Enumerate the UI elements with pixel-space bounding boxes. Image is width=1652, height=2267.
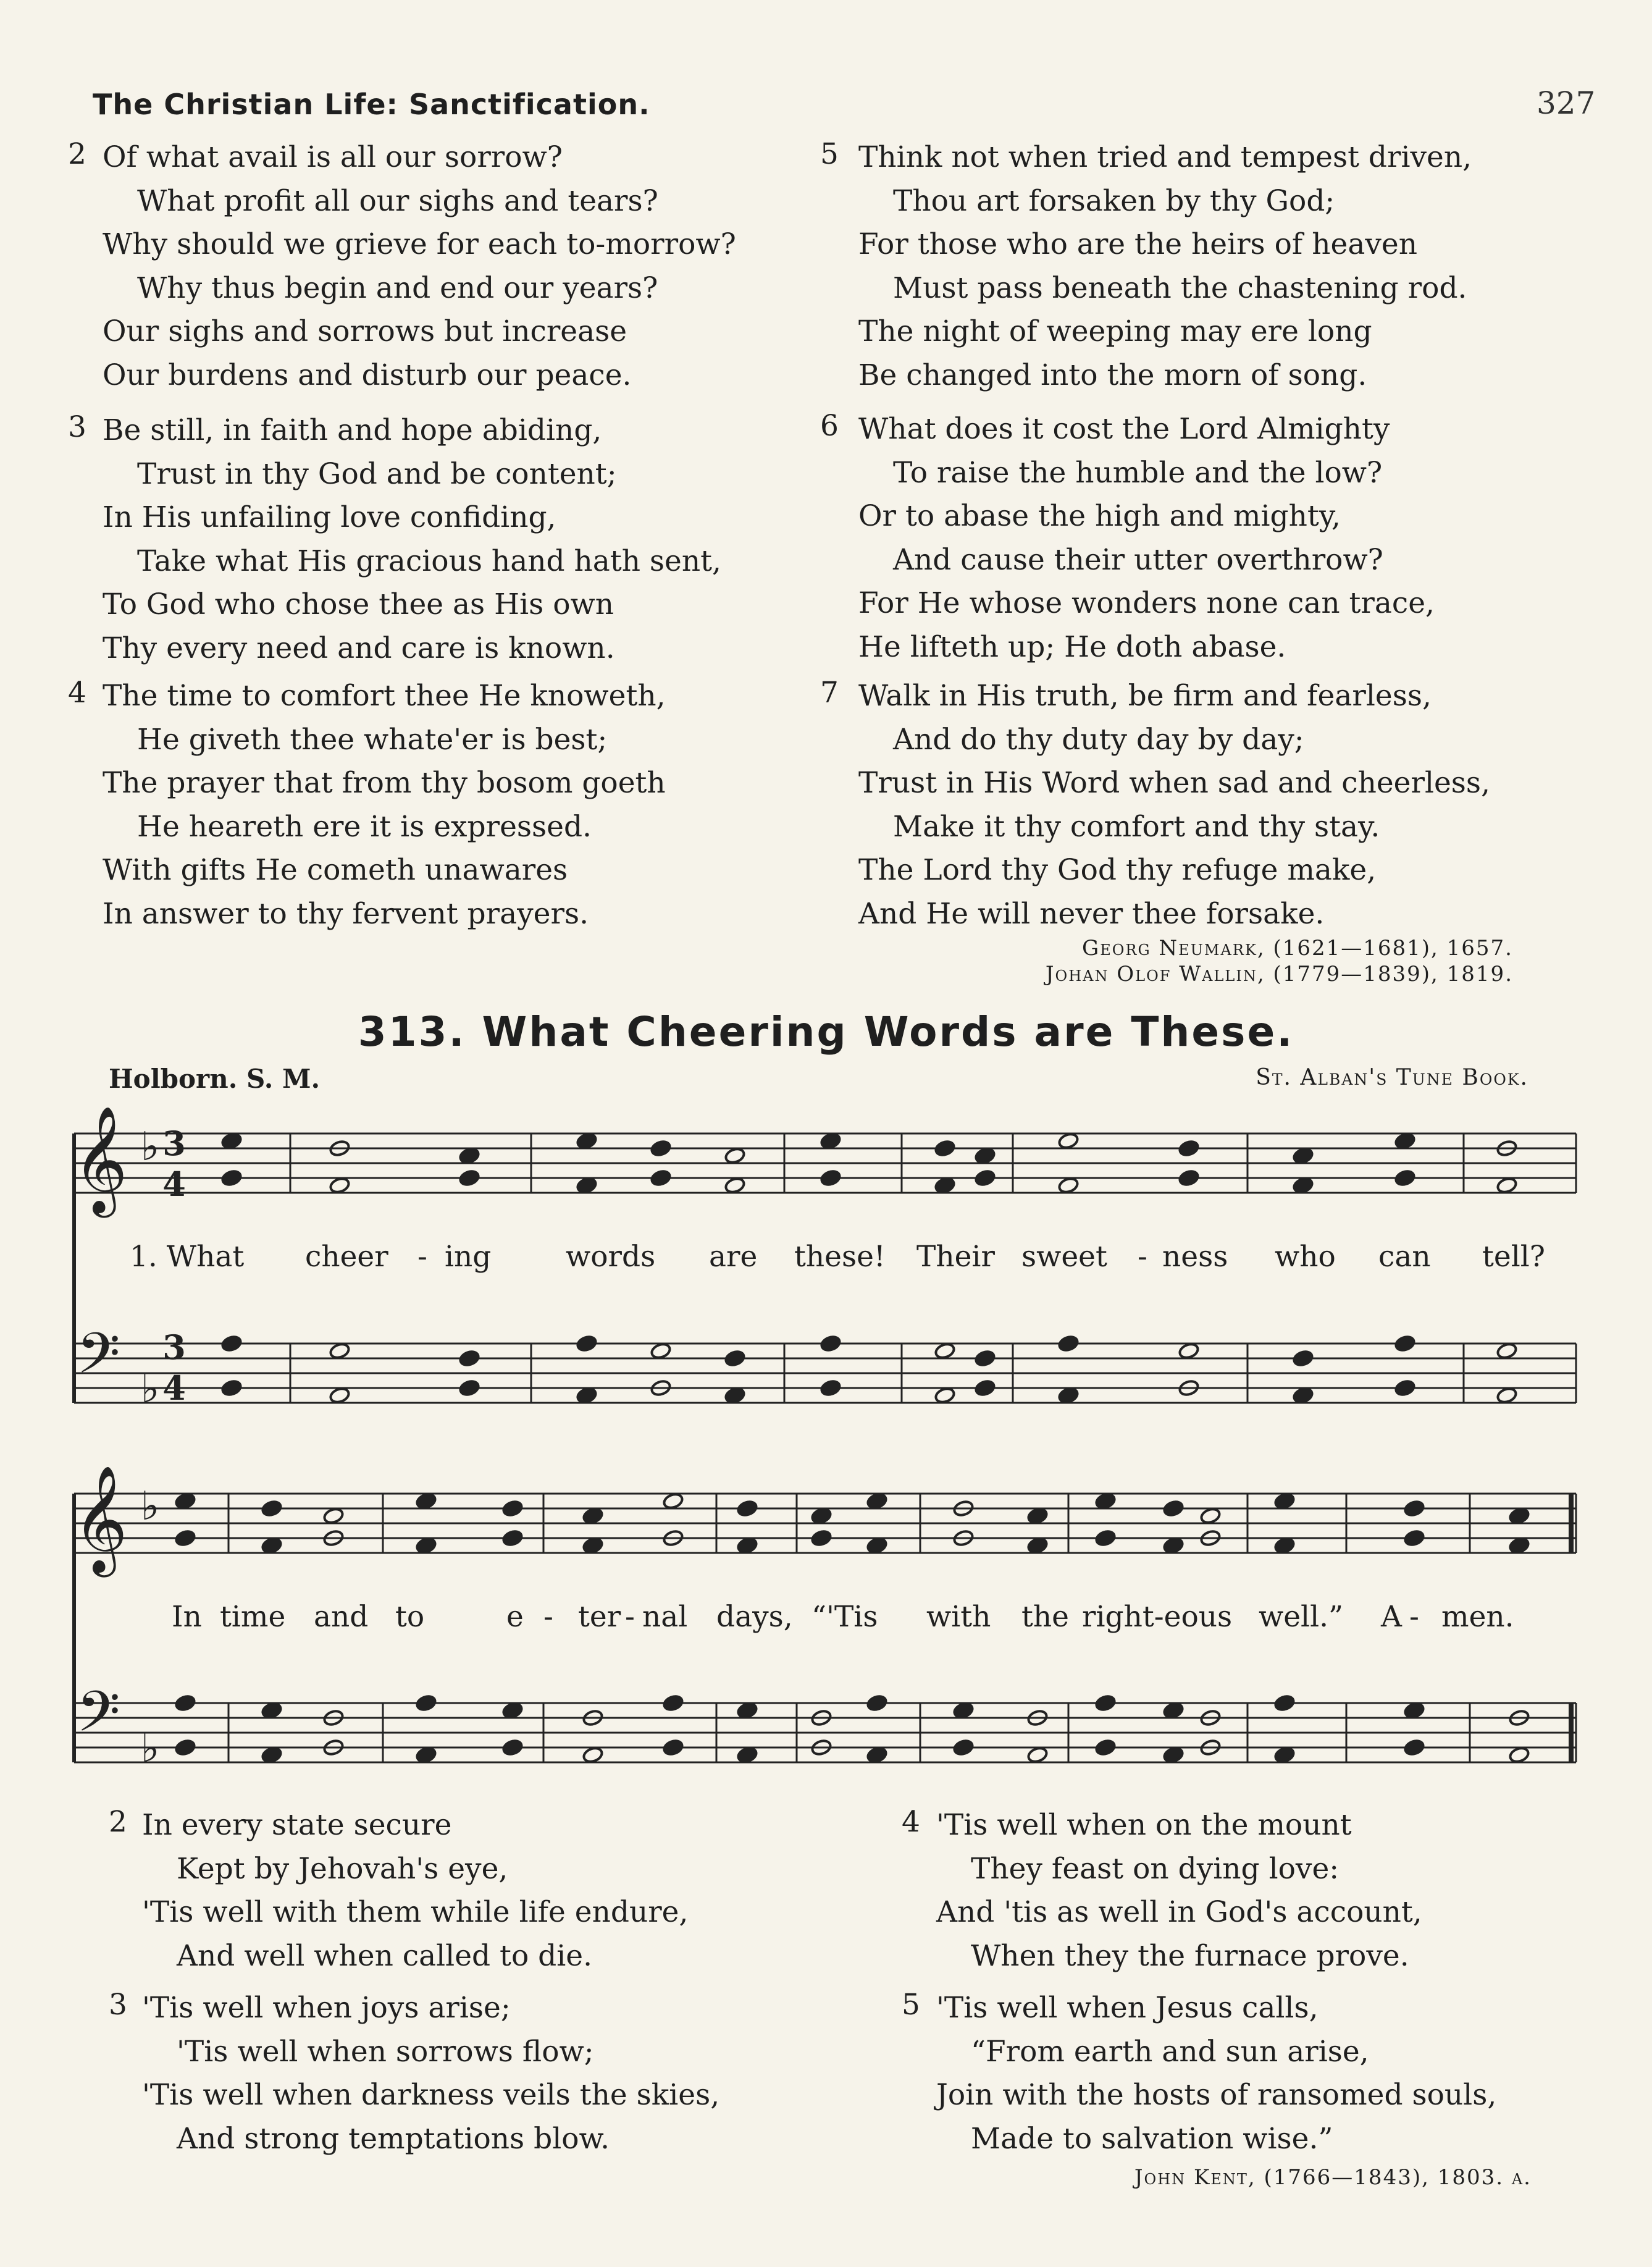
stanza-line: To God who chose thee as His own bbox=[103, 587, 614, 621]
note-head bbox=[650, 1139, 671, 1157]
note-head bbox=[174, 1738, 196, 1756]
note-head bbox=[576, 1176, 597, 1194]
note-head bbox=[866, 1746, 887, 1764]
stanza-line: In every state secure bbox=[142, 1808, 452, 1842]
note-head bbox=[810, 1529, 832, 1547]
note-head bbox=[1292, 1176, 1314, 1194]
stanza-line: Trust in thy God and be content; bbox=[137, 456, 617, 491]
lyric-syllable: right-eous bbox=[1082, 1600, 1233, 1634]
stanza-line: With gifts He cometh unawares bbox=[103, 853, 568, 887]
note-head bbox=[820, 1169, 841, 1187]
note-head bbox=[1292, 1386, 1314, 1404]
note-head bbox=[415, 1694, 437, 1712]
note-head bbox=[1178, 1169, 1199, 1187]
note-head bbox=[736, 1701, 758, 1719]
stanza-number: 6 bbox=[820, 409, 839, 443]
note-head bbox=[1057, 1386, 1079, 1404]
note-head bbox=[220, 1334, 242, 1352]
lyric-syllable: ness bbox=[1162, 1240, 1228, 1274]
note-head bbox=[952, 1701, 974, 1719]
stanza-line: What does it cost the Lord Almighty bbox=[858, 412, 1390, 446]
tune-source: St. Alban's Tune Book. bbox=[1256, 1065, 1528, 1090]
lyric-syllable: who bbox=[1275, 1240, 1336, 1274]
lyric-syllable: - bbox=[417, 1240, 427, 1274]
note-head bbox=[415, 1492, 437, 1510]
stanza-line: The Lord thy God thy refuge make, bbox=[858, 853, 1377, 887]
stanza-line: And He will never thee forsake. bbox=[858, 896, 1325, 931]
stanza-line: Or to abase the high and mighty, bbox=[858, 499, 1341, 533]
note-head bbox=[662, 1738, 684, 1756]
note-head bbox=[1094, 1492, 1116, 1510]
stanza-line: What profit all our sighs and tears? bbox=[137, 183, 658, 218]
lyric-syllable: tell? bbox=[1482, 1240, 1545, 1274]
lyric-syllable: ter bbox=[578, 1600, 621, 1634]
note-head bbox=[650, 1169, 671, 1187]
flat-key-signature-icon: ♭ bbox=[141, 1726, 160, 1772]
lyric-syllable: can bbox=[1378, 1240, 1431, 1274]
note-head bbox=[261, 1701, 282, 1719]
note-head bbox=[934, 1342, 955, 1360]
stanza-line: Why thus begin and end our years? bbox=[137, 271, 658, 305]
stanza-number: 4 bbox=[68, 676, 86, 710]
stanza bbox=[142, 1804, 688, 1978]
stanza-line: Make it thy comfort and thy stay. bbox=[893, 809, 1380, 844]
time-signature-bottom: 4 bbox=[162, 1368, 186, 1408]
note-head bbox=[458, 1169, 480, 1187]
bass-clef-icon: 𝄢 bbox=[77, 1679, 120, 1758]
translator-credit: Johan Olof Wallin, (1779—1839), 1819. bbox=[1045, 962, 1513, 986]
flat-key-signature-icon: ♭ bbox=[141, 1124, 160, 1170]
note-head bbox=[1199, 1507, 1221, 1525]
stanza bbox=[936, 1804, 1422, 1978]
note-head bbox=[174, 1694, 196, 1712]
stanza-line: To raise the humble and the low? bbox=[893, 455, 1383, 490]
stanza-number: 3 bbox=[68, 410, 86, 444]
stanza-line: 'Tis well when Jesus calls, bbox=[936, 1991, 1319, 2025]
lyric-syllable: In bbox=[172, 1600, 202, 1634]
stanza-line: In answer to thy fervent prayers. bbox=[103, 896, 589, 931]
note-head bbox=[582, 1746, 603, 1764]
note-head bbox=[650, 1342, 671, 1360]
lyric-syllable: ing bbox=[445, 1240, 492, 1274]
note-head bbox=[322, 1507, 344, 1525]
stanza-line: “From earth and sun arise, bbox=[971, 2034, 1369, 2069]
note-head bbox=[1273, 1746, 1295, 1764]
stanza-number: 7 bbox=[820, 676, 839, 710]
note-head bbox=[1403, 1529, 1425, 1547]
stanza-line: Think not when tried and tempest driven, bbox=[858, 140, 1472, 174]
note-head bbox=[458, 1146, 480, 1164]
lyric-syllable: words bbox=[566, 1240, 656, 1274]
note-head bbox=[329, 1176, 350, 1194]
treble-clef-icon: 𝄞 bbox=[73, 1465, 128, 1573]
stanza-line: Of what avail is all our sorrow? bbox=[103, 140, 563, 174]
note-head bbox=[1057, 1334, 1079, 1352]
stanza-line: He heareth ere it is expressed. bbox=[137, 809, 592, 844]
note-head bbox=[220, 1379, 242, 1397]
stanza-line: Made to salvation wise.” bbox=[971, 2121, 1333, 2156]
stanza-number: 3 bbox=[109, 1988, 127, 2022]
note-head bbox=[724, 1386, 745, 1404]
note-head bbox=[1162, 1701, 1184, 1719]
note-head bbox=[724, 1349, 745, 1367]
lyric-syllable: 1. What bbox=[130, 1240, 245, 1274]
stanza bbox=[142, 1987, 719, 2161]
lyric-syllable: nal bbox=[642, 1600, 688, 1634]
note-head bbox=[1094, 1694, 1116, 1712]
note-head bbox=[501, 1499, 523, 1517]
note-head bbox=[1508, 1507, 1530, 1525]
note-head bbox=[866, 1694, 887, 1712]
stanza-line: The time to comfort thee He knoweth, bbox=[103, 679, 666, 713]
stanza-line: And do thy duty day by day; bbox=[893, 722, 1304, 757]
note-head bbox=[174, 1492, 196, 1510]
stanza-line: In His unfailing love confiding, bbox=[103, 500, 556, 534]
stanza-line: 'Tis well when on the mount bbox=[936, 1808, 1352, 1842]
note-head bbox=[662, 1694, 684, 1712]
note-head bbox=[934, 1139, 955, 1157]
lyric-syllable: to bbox=[395, 1600, 425, 1634]
note-head bbox=[1273, 1536, 1295, 1554]
note-head bbox=[952, 1738, 974, 1756]
lyric-syllable: - bbox=[1138, 1240, 1147, 1274]
note-head bbox=[1094, 1529, 1116, 1547]
stanza-line: Join with the hosts of ransomed souls, bbox=[936, 2078, 1497, 2112]
lyric-syllable: Their bbox=[916, 1240, 995, 1274]
time-signature-top: 3 bbox=[162, 1124, 186, 1163]
stanza-line: He giveth thee whate'er is best; bbox=[137, 722, 608, 757]
note-head bbox=[1394, 1379, 1415, 1397]
treble-clef-icon: 𝄞 bbox=[73, 1106, 128, 1213]
note-head bbox=[1394, 1132, 1415, 1150]
note-head bbox=[1178, 1342, 1199, 1360]
stanza-line: Be still, in faith and hope abiding, bbox=[103, 413, 602, 447]
lyric-syllable: sweet bbox=[1021, 1240, 1107, 1274]
author-credit: John Kent, (1766—1843), 1803. a. bbox=[1134, 2165, 1532, 2190]
note-head bbox=[174, 1529, 196, 1547]
stanza-line: Take what His gracious hand hath sent, bbox=[137, 544, 721, 578]
note-head bbox=[261, 1536, 282, 1554]
note-head bbox=[736, 1499, 758, 1517]
note-head bbox=[974, 1349, 996, 1367]
note-head bbox=[1273, 1492, 1295, 1510]
staff-lines bbox=[74, 1134, 1576, 1762]
note-head bbox=[724, 1146, 745, 1164]
note-head bbox=[866, 1492, 887, 1510]
clefs bbox=[73, 1106, 159, 1772]
note-head bbox=[1292, 1146, 1314, 1164]
note-head bbox=[329, 1386, 350, 1404]
lyric-syllable: well.” bbox=[1259, 1600, 1344, 1634]
lyric-syllable: men. bbox=[1441, 1600, 1514, 1634]
note-head bbox=[974, 1169, 996, 1187]
note-head bbox=[1394, 1334, 1415, 1352]
note-head bbox=[220, 1132, 242, 1150]
stanza-line: 'Tis well when darkness veils the skies, bbox=[142, 2078, 720, 2112]
note-head bbox=[220, 1169, 242, 1187]
note-head bbox=[415, 1536, 437, 1554]
note-head bbox=[1057, 1176, 1079, 1194]
stanza-line: And cause their utter overthrow? bbox=[893, 542, 1383, 577]
flat-key-signature-icon: ♭ bbox=[141, 1366, 160, 1412]
stanza-line: Thou art forsaken by thy God; bbox=[893, 183, 1335, 218]
flat-key-signature-icon: ♭ bbox=[141, 1484, 160, 1529]
note-head bbox=[415, 1746, 437, 1764]
stanza-line: Kept by Jehovah's eye, bbox=[177, 1851, 508, 1886]
author-credit: Georg Neumark, (1621—1681), 1657. bbox=[1082, 936, 1513, 961]
note-head bbox=[866, 1536, 887, 1554]
stanza-line: They feast on dying love: bbox=[971, 1851, 1340, 1886]
stanza-line: 'Tis well when sorrows flow; bbox=[177, 2034, 594, 2069]
note-head bbox=[724, 1176, 745, 1194]
stanza bbox=[936, 1987, 1496, 2161]
note-head bbox=[501, 1529, 523, 1547]
stanza-line: Our burdens and disturb our peace. bbox=[103, 358, 632, 392]
stanza-number: 5 bbox=[902, 1988, 920, 2022]
note-head bbox=[1394, 1169, 1415, 1187]
note-head bbox=[736, 1746, 758, 1764]
note-head bbox=[1178, 1139, 1199, 1157]
stanza-line: And 'tis as well in God's account, bbox=[936, 1895, 1422, 1929]
stanza-line: And well when called to die. bbox=[177, 1938, 593, 1973]
time-signature-top: 3 bbox=[162, 1327, 186, 1367]
tune-name: Holborn. S. M. bbox=[109, 1064, 321, 1094]
lyric-syllable: e bbox=[506, 1600, 524, 1634]
note-head bbox=[1508, 1746, 1530, 1764]
lyric-syllable: the bbox=[1021, 1600, 1069, 1634]
stanza-line: Thy every need and care is known. bbox=[103, 631, 615, 665]
lyric-syllable: with bbox=[926, 1600, 991, 1634]
note-head bbox=[1057, 1132, 1079, 1150]
lyric-syllable: are bbox=[709, 1240, 758, 1274]
lyric-syllable: A bbox=[1381, 1600, 1402, 1634]
note-head bbox=[261, 1499, 282, 1517]
lyric-syllable: - bbox=[1409, 1600, 1419, 1634]
stanza-line: Why should we grieve for each to-morrow? bbox=[103, 227, 736, 261]
note-head bbox=[1403, 1499, 1425, 1517]
note-head bbox=[1162, 1536, 1184, 1554]
note-head bbox=[974, 1379, 996, 1397]
note-head bbox=[501, 1738, 523, 1756]
note-head bbox=[576, 1386, 597, 1404]
note-head bbox=[1292, 1349, 1314, 1367]
note-head bbox=[810, 1507, 832, 1525]
stanza-number: 5 bbox=[820, 137, 839, 171]
note-head bbox=[1026, 1507, 1048, 1525]
note-head bbox=[934, 1176, 955, 1194]
note-head bbox=[820, 1334, 841, 1352]
lyric-syllable: - bbox=[625, 1600, 635, 1634]
note-head bbox=[1508, 1536, 1530, 1554]
stanza-line: Our sighs and sorrows but increase bbox=[103, 314, 627, 348]
stanza-number: 2 bbox=[109, 1805, 127, 1839]
note-head bbox=[329, 1342, 350, 1360]
note-head bbox=[458, 1379, 480, 1397]
note-head bbox=[662, 1492, 684, 1510]
note-head bbox=[458, 1349, 480, 1367]
stanza-line: Must pass beneath the chastening rod. bbox=[893, 271, 1467, 305]
note-head bbox=[582, 1507, 603, 1525]
time-signature-bottom: 4 bbox=[162, 1164, 186, 1204]
note-head bbox=[261, 1746, 282, 1764]
note-head bbox=[1496, 1342, 1517, 1360]
lyric-syllable: “'Tis bbox=[811, 1600, 878, 1634]
stanza-line: Walk in His truth, be firm and fearless, bbox=[858, 679, 1432, 713]
section-title: The Christian Life: Sanctification. bbox=[93, 88, 650, 121]
stanza-line: For those who are the heirs of heaven bbox=[858, 227, 1417, 261]
note-head bbox=[1273, 1694, 1295, 1712]
note-head bbox=[576, 1334, 597, 1352]
note-head bbox=[1162, 1499, 1184, 1517]
note-head bbox=[1094, 1738, 1116, 1756]
bar-lines bbox=[74, 1134, 1576, 1762]
note-heads bbox=[174, 1132, 1530, 1764]
lyric-syllable: time bbox=[220, 1600, 286, 1634]
stanza-line: The prayer that from thy bosom goeth bbox=[103, 766, 666, 800]
note-head bbox=[820, 1132, 841, 1150]
note-head bbox=[582, 1536, 603, 1554]
note-head bbox=[501, 1701, 523, 1719]
note-head bbox=[1403, 1701, 1425, 1719]
lyric-syllable: days, bbox=[716, 1600, 793, 1634]
stanza-line: For He whose wonders none can trace, bbox=[858, 586, 1435, 620]
lyric-syllable: - bbox=[543, 1600, 553, 1634]
lyric-syllable: these! bbox=[794, 1240, 886, 1274]
note-head bbox=[1026, 1536, 1048, 1554]
note-head bbox=[736, 1536, 758, 1554]
note-head bbox=[1162, 1746, 1184, 1764]
bass-clef-icon: 𝄢 bbox=[77, 1321, 120, 1400]
stanza-line: And strong temptations blow. bbox=[177, 2121, 610, 2156]
stanza-number: 2 bbox=[68, 137, 86, 171]
stanza-line: Trust in His Word when sad and cheerless, bbox=[858, 766, 1490, 800]
lyric-syllable: and bbox=[314, 1600, 369, 1634]
stanza-line: The night of weeping may ere long bbox=[858, 314, 1372, 348]
note-head bbox=[820, 1379, 841, 1397]
note-head bbox=[1496, 1176, 1517, 1194]
note-head bbox=[1403, 1738, 1425, 1756]
note-head bbox=[1496, 1386, 1517, 1404]
note-head bbox=[1026, 1746, 1048, 1764]
stanza-line: 'Tis well when joys arise; bbox=[142, 1991, 511, 2025]
lyric-syllable: cheer bbox=[305, 1240, 388, 1274]
note-head bbox=[576, 1132, 597, 1150]
stanza-line: 'Tis well with them while life endure, bbox=[142, 1895, 689, 1929]
note-head bbox=[934, 1386, 955, 1404]
note-head bbox=[974, 1146, 996, 1164]
stanza-line: Be changed into the morn of song. bbox=[858, 358, 1367, 392]
hymn-title: 313. What Cheering Words are These. bbox=[358, 1008, 1294, 1056]
page-number: 327 bbox=[1537, 85, 1596, 121]
stanza-line: When they the furnace prove. bbox=[971, 1938, 1409, 1973]
stanza-number: 4 bbox=[902, 1805, 920, 1839]
stanza-line: He lifteth up; He doth abase. bbox=[858, 629, 1286, 664]
